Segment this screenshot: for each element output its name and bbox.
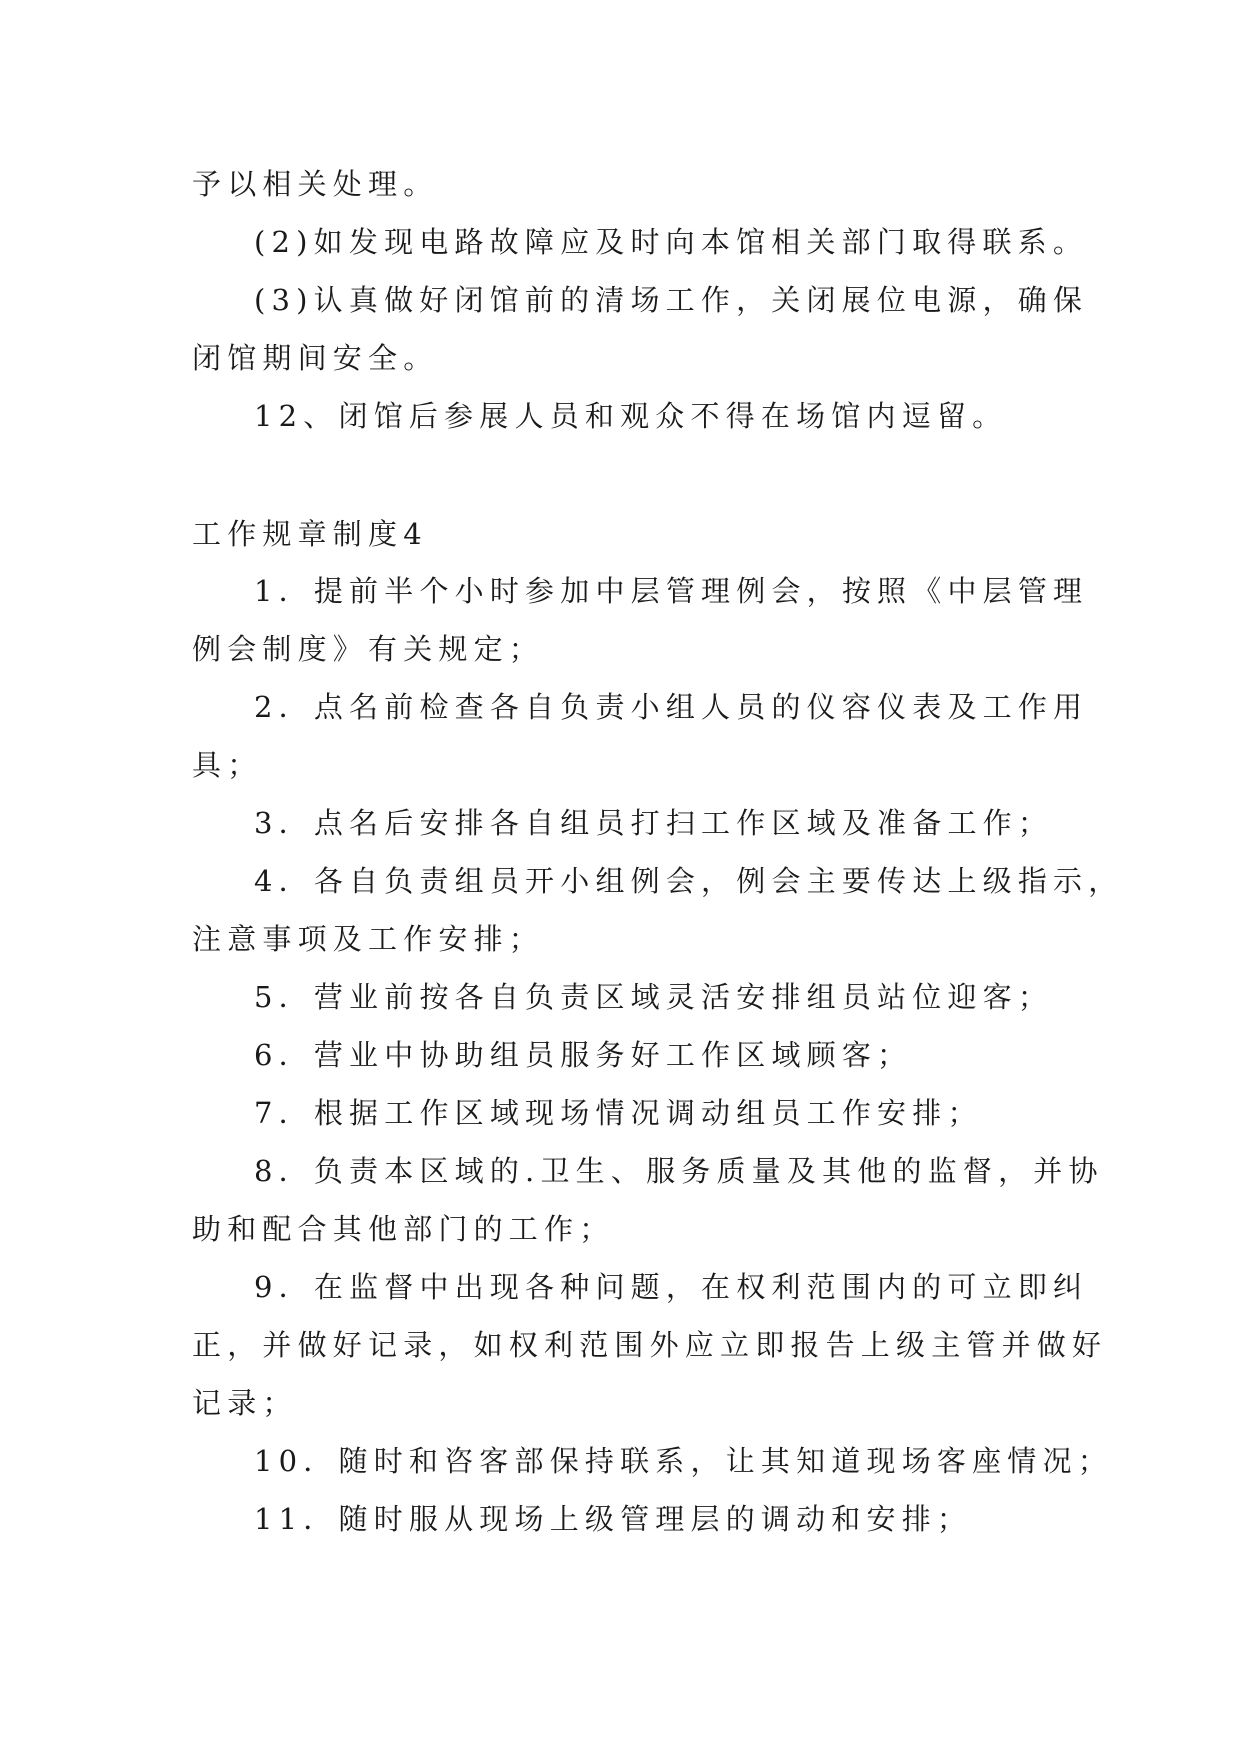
text-line: 正，并做好记录，如权利范围外应立即报告上级主管并做好 — [192, 1328, 1108, 1362]
text-line: 闭馆期间安全。 — [192, 341, 439, 375]
text-line: 9．在监督中出现各种问题，在权利范围内的可立即纠 — [254, 1270, 1089, 1304]
text-line: 4．各自负责组员开小组例会，例会主要传达上级指示， — [254, 864, 1124, 898]
text-line: 例会制度》有关规定； — [192, 632, 545, 666]
text-line: 12、闭馆后参展人员和观众不得在场馆内逗留。 — [254, 399, 1008, 433]
text-line: 具； — [192, 748, 263, 782]
text-line: 助和配合其他部门的工作； — [192, 1212, 615, 1246]
text-line: 10．随时和咨客部保持联系，让其知道现场客座情况； — [254, 1444, 1113, 1478]
text-line: 注意事项及工作安排； — [192, 922, 545, 956]
text-line: 11．随时服从现场上级管理层的调动和安排； — [254, 1502, 973, 1536]
text-line: 1．提前半个小时参加中层管理例会，按照《中层管理 — [254, 574, 1089, 608]
text-line: (3)认真做好闭馆前的清场工作，关闭展位电源，确保 — [254, 283, 1089, 317]
section-heading: 工作规章制度4 — [192, 517, 428, 551]
text-line: 记录； — [192, 1386, 298, 1420]
text-line: 7．根据工作区域现场情况调动组员工作安排； — [254, 1096, 983, 1130]
text-line: 3．点名后安排各自组员打扫工作区域及准备工作； — [254, 806, 1054, 840]
text-line: 5．营业前按各自负责区域灵活安排组员站位迎客； — [254, 980, 1054, 1014]
text-line: 2．点名前检查各自负责小组人员的仪容仪表及工作用 — [254, 690, 1089, 724]
text-line: 6．营业中协助组员服务好工作区域顾客； — [254, 1038, 913, 1072]
text-line: 8．负责本区域的.卫生、服务质量及其他的监督，并协 — [254, 1154, 1104, 1188]
text-line: (2)如发现电路故障应及时向本馆相关部门取得联系。 — [254, 225, 1089, 259]
text-line: 予以相关处理。 — [192, 167, 439, 201]
